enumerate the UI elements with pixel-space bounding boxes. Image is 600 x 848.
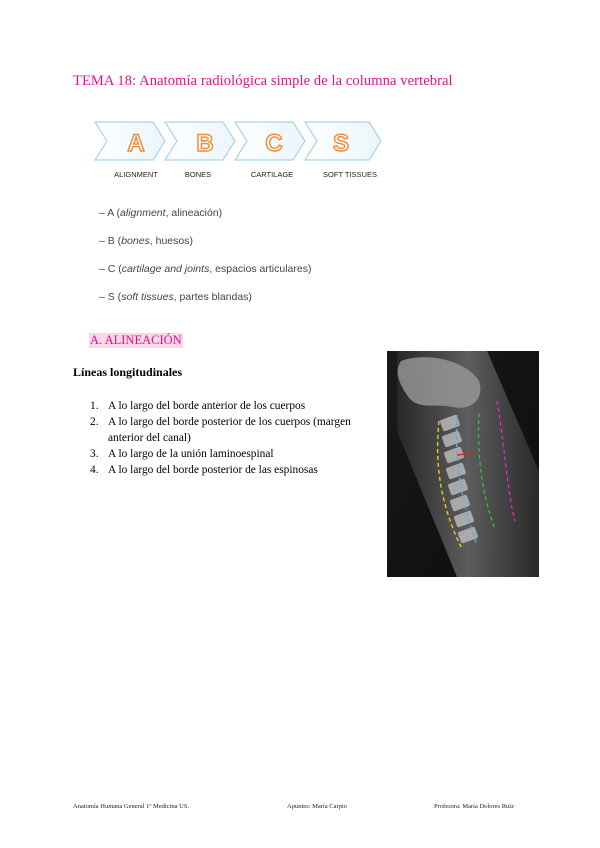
- abc-caption-alignment: ALIGNMENT: [114, 170, 158, 179]
- list-item: 1. A lo largo del borde anterior de los cuerpos: [90, 400, 306, 412]
- footer-right: Profesora: María Dolores Ruiz: [434, 803, 514, 810]
- page-title: TEMA 18: Anatomía radiológica simple de la columna vertebral: [73, 73, 453, 89]
- abc-letter-s: S: [332, 130, 350, 157]
- section-heading: A. ALINEACIÓN: [90, 333, 182, 347]
- list-item: – C (cartilage and joints, espacios articulares): [99, 263, 312, 275]
- abc-caption-cartilage: CARTILAGE: [250, 170, 294, 179]
- cervical-spine-xray-image: [387, 351, 539, 577]
- abc-letter-c: C: [265, 130, 283, 157]
- footer-center: Apuntes: María Carpio: [287, 803, 347, 810]
- footer-left: Anatomía Humana General 1º Medicina US.: [73, 803, 190, 810]
- abc-caption-bones: BONES: [184, 170, 212, 179]
- abc-letter-a: A: [127, 130, 145, 157]
- abc-definition-list: [99, 205, 311, 317]
- longitudinal-lines-list: [90, 398, 375, 478]
- list-item: 4. A lo largo del borde posterior de las espinosas: [90, 464, 318, 476]
- list-item: 3. A lo largo de la unión laminoespinal: [90, 448, 274, 460]
- subheading: Líneas longitudinales: [73, 365, 183, 379]
- list-item: 2. A lo largo del borde posterior de los cuerpos (margen anterior del canal): [90, 416, 351, 444]
- abc-letter-b: B: [196, 130, 214, 157]
- list-item: – A (alignment, alineación): [99, 207, 223, 219]
- abc-caption-soft-tissues: SOFT TISSUES: [323, 170, 377, 179]
- list-item: – B (bones, huesos): [99, 235, 193, 247]
- list-item: – S (soft tissues, partes blandas): [99, 291, 252, 303]
